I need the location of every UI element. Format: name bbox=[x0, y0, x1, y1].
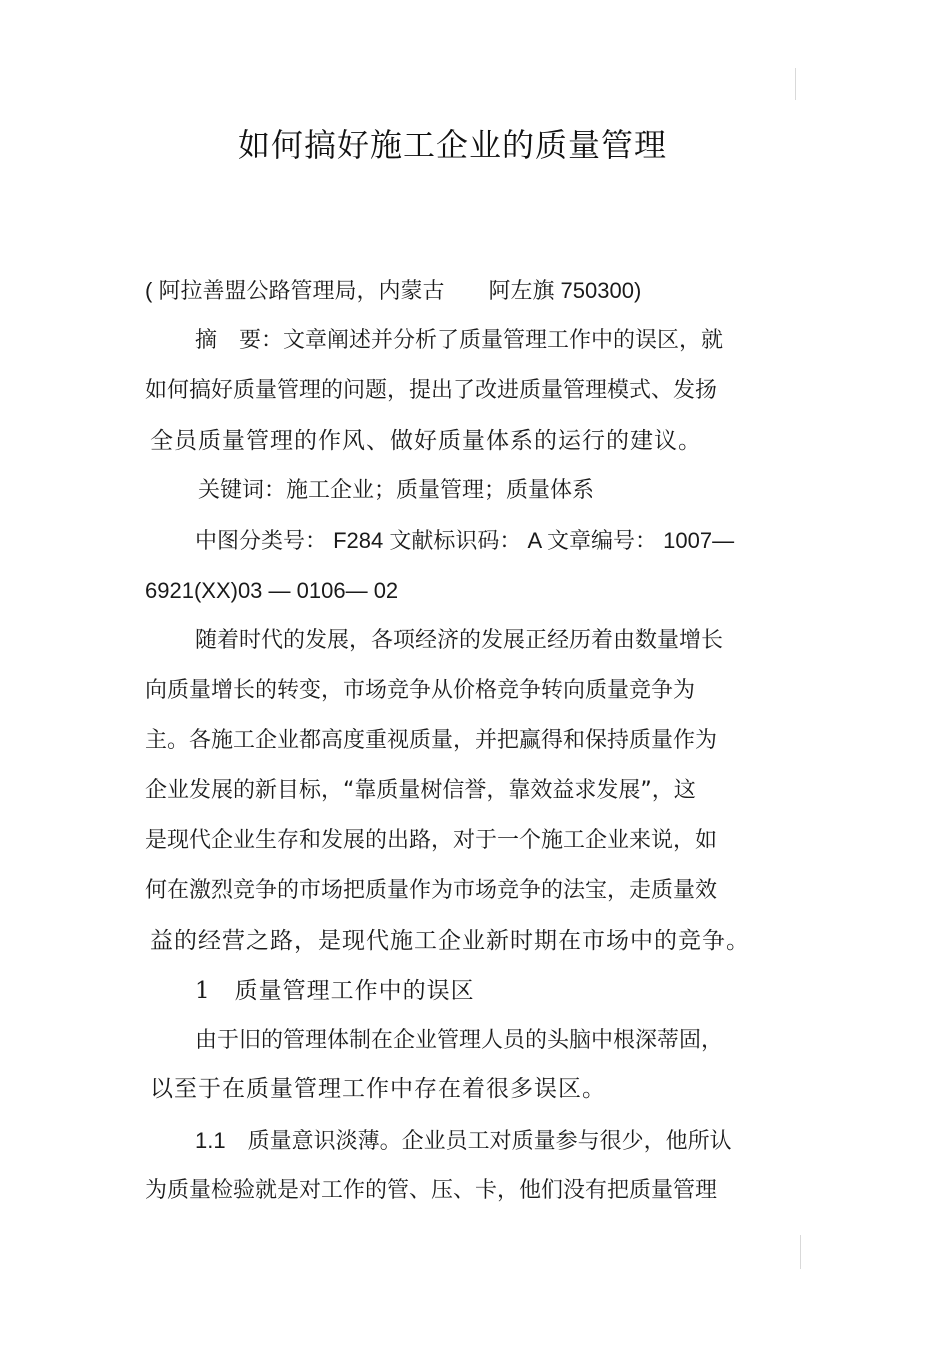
body-line-4: 企业发展的新目标，“靠质量树信誉，靠效益求发展”，这 bbox=[145, 778, 696, 803]
body-line-5: 是现代企业生存和发展的出路，对于一个施工企业来说，如 bbox=[145, 828, 718, 853]
article-number-line: 6921(XX)03 — 0106— 02 bbox=[145, 578, 399, 603]
document-title: 如何搞好施工企业的质量管理 bbox=[237, 126, 667, 164]
body-line-7: 益的经营之路，是现代施工企业新时期在市场中的竞争。 bbox=[150, 928, 750, 954]
keywords-line: 关键词：施工企业；质量管理；质量体系 bbox=[198, 478, 595, 503]
classification-line: 中图分类号： F284 文献标识码： A 文章编号： 1007— bbox=[195, 528, 735, 553]
body-line-2: 向质量增长的转变，市场竞争从价格竞争转向质量竞争为 bbox=[145, 678, 696, 703]
subsection-line-2: 为质量检验就是对工作的管、压、卡，他们没有把质量管理 bbox=[145, 1178, 718, 1203]
margin-mark-bottom-right bbox=[800, 1235, 801, 1269]
abstract-line-1: 摘 要：文章阐述并分析了质量管理工作中的误区，就 bbox=[195, 328, 724, 353]
margin-mark-top-right bbox=[795, 68, 796, 100]
body-line-6: 何在激烈竞争的市场把质量作为市场竞争的法宝，走质量效 bbox=[145, 878, 718, 903]
author-affiliation: ( 阿拉善盟公路管理局，内蒙古 阿左旗 750300) bbox=[145, 278, 642, 303]
section-body-line-2: 以至于在质量管理工作中存在着很多误区。 bbox=[150, 1076, 606, 1102]
section-body-line-1: 由于旧的管理体制在企业管理人员的头脑中根深蒂固， bbox=[195, 1028, 724, 1053]
body-line-1: 随着时代的发展，各项经济的发展正经历着由数量增长 bbox=[195, 628, 724, 653]
subsection-line-1: 1.1 质量意识淡薄。企业员工对质量参与很少，他所认 bbox=[195, 1128, 732, 1153]
abstract-line-3: 全员质量管理的作风、做好质量体系的运行的建议。 bbox=[150, 428, 702, 454]
body-line-3: 主。各施工企业都高度重视质量，并把赢得和保持质量作为 bbox=[145, 728, 718, 753]
abstract-line-2: 如何搞好质量管理的问题，提出了改进质量管理模式、发扬 bbox=[145, 378, 718, 403]
section-heading-1: 1 质量管理工作中的误区 bbox=[195, 978, 475, 1004]
